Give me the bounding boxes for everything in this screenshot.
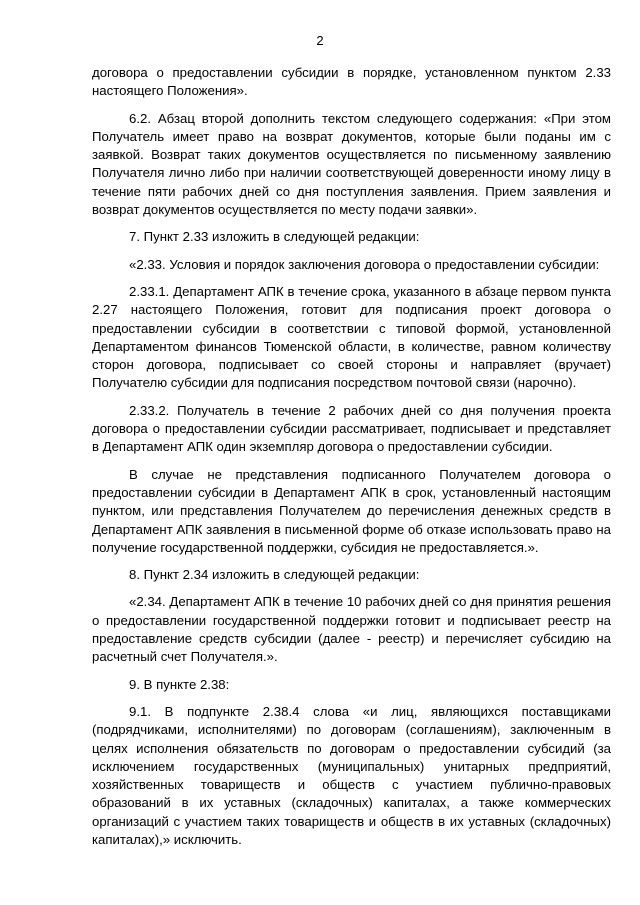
paragraph-9-1: 9.1. В подпункте 2.38.4 слова «и лиц, являющихся поставщиками (подрядчиками, исполнителями) по договорам (соглашениям), заключенным в целях исполнения обязательств по договорам о предоставлении субсидий (за исключением государственных (муниципальных) унитарных предприятий, хозяйственных товариществ и обществ с участием публично-правовых образований в их уставных (складочных) капиталах, а также коммерческих организаций с участием таких товариществ и обществ в их уставных (складочных) капиталах),» исключить. [92, 703, 611, 847]
document-body [92, 64, 611, 858]
paragraph-2-33-1: 2.33.1. Департамент АПК в течение срока, указанного в абзаце первом пункта 2.27 настоящего Положения, готовит для подписания проект договора о предоставлении субсидии в соответствии с типовой формой, установленной Департаментом финансов Тюменской области, в количестве, равном количеству сторон договора, подписывает со своей стороны и направляет (вручает) Получателю субсидии для подписания посредством почтовой связи (нарочно). [92, 283, 611, 391]
paragraph-2-33: «2.33. Условия и порядок заключения договора о предоставлении субсидии: [129, 256, 600, 272]
page-number: 2 [316, 33, 324, 48]
paragraph-2-34: «2.34. Департамент АПК в течение 10 рабочих дней со дня принятия решения о предоставлении государственной поддержки готовит и подписывает реестр на предоставление средств субсидии (далее - реестр) и перечисляет субсидию на расчетный счет Получателя.». [92, 594, 611, 665]
paragraph-continuation: договора о предоставлении субсидии в порядке, установленном пунктом 2.33 настоящего Положения». [92, 65, 611, 99]
paragraph-non-submission: В случае не представления подписанного Получателем договора о предоставлении субсидии в Департамент АПК в срок, установленный настоящим пунктом, или представления Получателем до перечисления денежных средств в Департамент АПК заявления в письменной форме об отказе использовать право на получение государственной поддержки, субсидия не предоставляется.». [92, 466, 611, 555]
paragraph-6-2: 6.2. Абзац второй дополнить текстом следующего содержания: «При этом Получатель имеет право на возврат документов, которые были поданы им с заявкой. Возврат таких документов осуществляется по письменному заявлению Получателя лично либо при наличии соответствующей доверенности иному лицу в течение пяти рабочих дней со дня поступления заявления. Прием заявления и возврат документов осуществляется по месту подачи заявки». [92, 110, 611, 218]
paragraph-8: 8. Пункт 2.34 изложить в следующей редакции: [129, 567, 420, 583]
paragraph-9: 9. В пункте 2.38: [129, 676, 230, 692]
paragraph-7: 7. Пункт 2.33 изложить в следующей редакции: [129, 229, 420, 245]
paragraph-2-33-2: 2.33.2. Получатель в течение 2 рабочих дней со дня получения проекта договора о предоставлении субсидии рассматривает, подписывает и представляет в Департамент АПК один экземпляр договора о предоставлении субсидии. [92, 402, 611, 455]
